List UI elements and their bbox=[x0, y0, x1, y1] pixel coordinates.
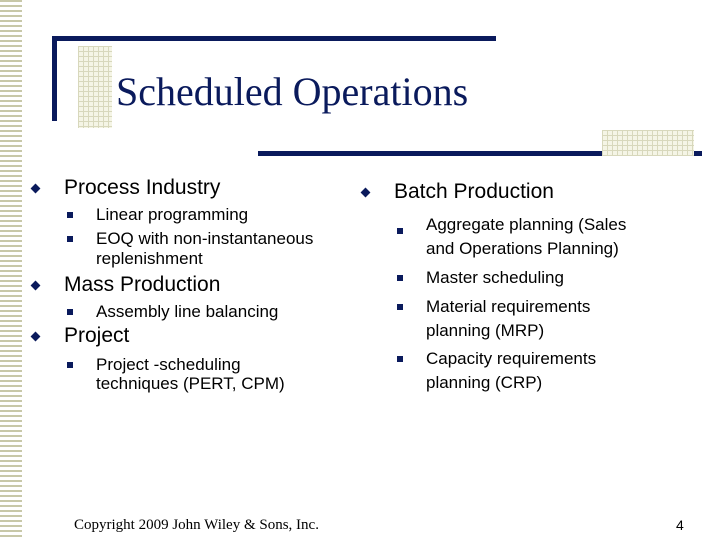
sub-bullet-project-scheduling: Project -scheduling bbox=[96, 355, 241, 374]
sub-bullet-master-scheduling: Master scheduling bbox=[426, 268, 564, 287]
bullet-mass-production: Mass Production bbox=[64, 273, 221, 296]
square-bullet-icon bbox=[67, 236, 73, 242]
sub-bullet-project-scheduling-continued: techniques (PERT, CPM) bbox=[96, 374, 285, 393]
slide-title: Scheduled Operations bbox=[116, 69, 469, 114]
square-bullet-icon bbox=[397, 356, 403, 362]
diamond-bullet-icon bbox=[31, 184, 41, 194]
square-bullet-icon bbox=[397, 228, 403, 234]
sub-bullet-material-requirements: Material requirements bbox=[426, 297, 591, 316]
sub-bullet-capacity-requirements: Capacity requirements bbox=[426, 349, 597, 368]
bullet-project: Project bbox=[64, 324, 130, 347]
sub-bullet-material-requirements-continued: planning (MRP) bbox=[426, 321, 545, 340]
square-bullet-icon bbox=[67, 212, 73, 218]
sub-bullet-capacity-requirements-continued: planning (CRP) bbox=[426, 373, 543, 392]
sub-bullet-eoq-continued: replenishment bbox=[96, 249, 203, 268]
sub-bullet-eoq: EOQ with non-instantaneous bbox=[96, 229, 314, 248]
page-number: 4 bbox=[676, 517, 684, 533]
title-vertical-rule bbox=[52, 36, 57, 121]
diamond-bullet-icon bbox=[31, 332, 41, 342]
left-stripe-decoration bbox=[0, 0, 22, 540]
sub-bullet-aggregate-planning: Aggregate planning (Sales bbox=[426, 215, 627, 234]
diamond-bullet-icon bbox=[361, 188, 371, 198]
square-bullet-icon bbox=[397, 304, 403, 310]
square-bullet-icon bbox=[397, 275, 403, 281]
square-bullet-icon bbox=[67, 362, 73, 368]
sub-bullet-aggregate-planning-continued: and Operations Planning) bbox=[426, 239, 619, 258]
sub-bullet-linear-programming: Linear programming bbox=[96, 205, 249, 224]
copyright-footer: Copyright 2009 John Wiley & Sons, Inc. bbox=[74, 517, 319, 533]
rule-grid-decoration bbox=[602, 130, 694, 156]
sub-bullet-assembly-line: Assembly line balancing bbox=[96, 302, 279, 321]
title-grid-decoration bbox=[78, 46, 112, 128]
square-bullet-icon bbox=[67, 309, 73, 315]
bullet-batch-production: Batch Production bbox=[394, 180, 554, 203]
bullet-process-industry: Process Industry bbox=[64, 176, 221, 199]
diamond-bullet-icon bbox=[31, 281, 41, 291]
title-top-rule bbox=[52, 36, 496, 41]
